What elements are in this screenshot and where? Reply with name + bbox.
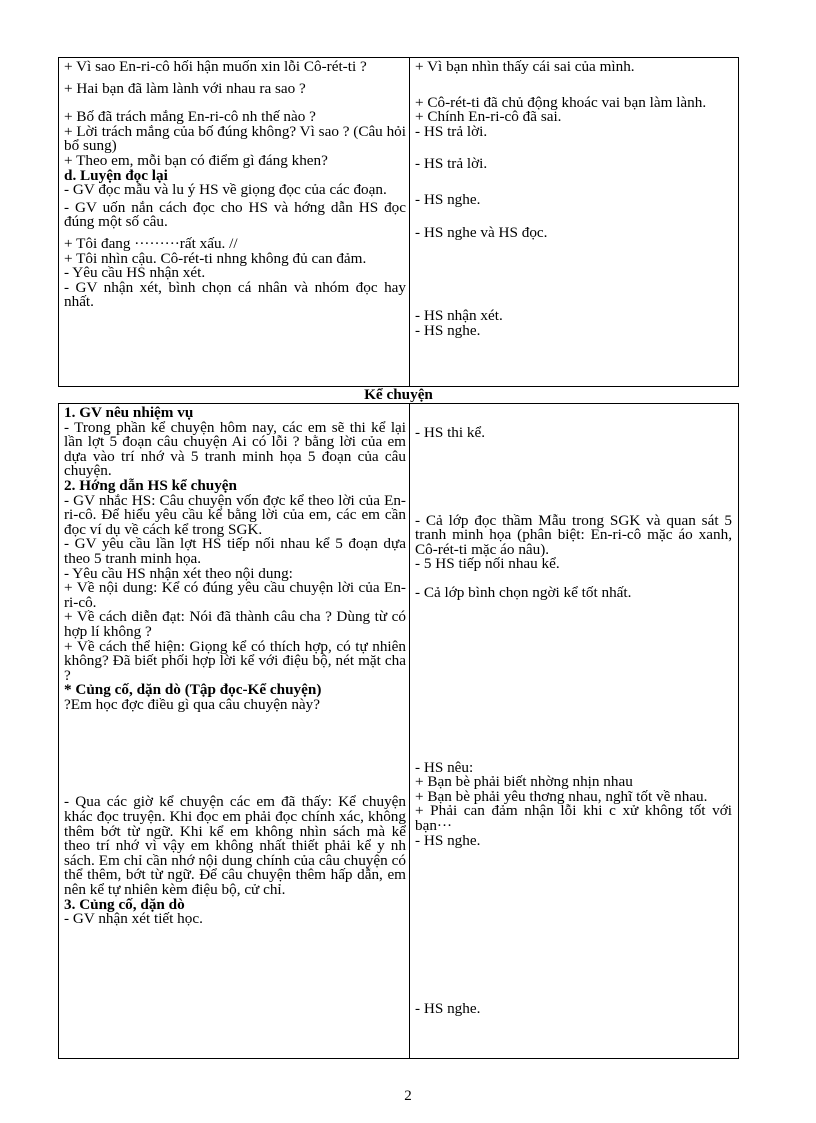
question-reconcile: + Hai bạn đã làm lành với nhau ra sao ? bbox=[64, 79, 306, 97]
answer-love: + Bạn bè phải yêu thơng nhau, nghĩ tốt về nhau. bbox=[415, 787, 708, 805]
comment-criteria: - Yêu cầu HS nhận xét theo nội dung: bbox=[64, 564, 293, 582]
answer-hs-reply-1: - HS trả lời. bbox=[415, 122, 488, 140]
criteria-performance: + Về cách thể hiện: Giọng kể có thích hợp, có tự nhiên không? Đã biết phối hợp lời kể với điệu bộ, nét mặt cha ? bbox=[64, 637, 406, 684]
answer-hs-comment: - HS nhận xét. bbox=[415, 307, 503, 325]
answer-hs-state: - HS nêu: bbox=[415, 758, 474, 776]
answer-hs-listen: - HS nghe. bbox=[415, 190, 481, 208]
ask-comment: - Yêu cầu HS nhận xét. bbox=[64, 264, 206, 282]
answer-five-hs: - 5 HS tiếp nối nhau kể. bbox=[415, 555, 560, 573]
heading-guide: 2. Hớng dẫn HS kể chuyện bbox=[64, 476, 237, 494]
teacher-model-reading: - GV đọc mẫu và lu ý HS về giọng đọc của các đoạn. bbox=[64, 181, 387, 199]
student-column bbox=[410, 404, 738, 1058]
teacher-reminder: - GV nhắc HS: Câu chuyện vốn đợc kể theo lời của En-ri-cô. Để hiểu yêu cầu kể bằng lời của em, các em cần đọc ví dụ về cách kể trong SGK. bbox=[64, 491, 406, 538]
page-number: 2 bbox=[404, 1088, 412, 1104]
answer-yield: + Bạn bè phải biết nhờng nhịn nhau bbox=[415, 773, 633, 791]
lesson-table-reading bbox=[58, 57, 739, 387]
question-lesson-learned: ?Em học đợc điều gì qua câu chuyện này? bbox=[64, 695, 320, 713]
answer-listen-read: - HS nghe và HS đọc. bbox=[415, 223, 548, 241]
sample-sentence-1: + Tôi đang ·········rất xấu. // bbox=[64, 234, 238, 252]
teacher-assign-retell: - GV yêu cầu lần lợt HS tiếp nối nhau kể 5 đoạn dựa theo 5 tranh minh họa. bbox=[64, 535, 406, 567]
answer-hs-listen-4: - HS nghe. bbox=[415, 1000, 481, 1018]
question-scold-right: + Lời trách mắng của bố đúng không? Vì sao ? (Câu hỏi bổ sung) bbox=[64, 122, 406, 155]
answer-reconcile: + Cô-rét-ti đã chủ động khoác vai bạn làm lành. bbox=[415, 93, 707, 111]
teacher-column bbox=[59, 404, 410, 1058]
heading-consolidate-2: 3. Củng cố, dặn dò bbox=[64, 895, 185, 913]
answer-courage: + Phải can đảm nhận lỗi khi c xử không tốt với bạn··· bbox=[415, 802, 732, 834]
answer-vote-best: - Cả lớp bình chọn ngời kể tốt nhất. bbox=[415, 583, 632, 601]
criteria-content: + Về nội dung: Kể có đúng yêu cầu chuyện lời của En-ri-cô. bbox=[64, 579, 406, 611]
teacher-close: - GV nhận xét tiết học. bbox=[64, 910, 203, 928]
teacher-guide-reading: - GV uốn nắn cách đọc cho HS và hớng dẫn HS đọc đúng một số câu. bbox=[64, 198, 406, 231]
answer-hs-listen-2: - HS nghe. bbox=[415, 321, 481, 339]
sample-sentence-2: + Tôi nhìn cậu. Cô-rét-ti nhng không đủ can đảm. bbox=[64, 249, 367, 267]
question-father-scold: + Bố đã trách mắng En-ri-cô nh thế nào ? bbox=[64, 108, 316, 126]
answer-hs-listen-3: - HS nghe. bbox=[415, 831, 481, 849]
answer-enrico-wrong: + Chính En-ri-cô đã sai. bbox=[415, 108, 562, 126]
teacher-evaluate: - GV nhận xét, bình chọn cá nhân và nhóm đọc hay nhất. bbox=[64, 278, 406, 311]
criteria-expression: + Về cách diễn đạt: Nói đã thành câu cha ? Dùng từ có hợp lí không ? bbox=[64, 608, 406, 640]
heading-reread: d. Luyện đọc lại bbox=[64, 166, 168, 184]
question-why-apologize: + Vì sao En-ri-cô hối hận muốn xin lỗi Cô-rét-ti ? bbox=[64, 58, 367, 75]
section-title-storytelling: Kể chuyện bbox=[364, 386, 433, 403]
question-praise: + Theo em, mỗi bạn có điểm gì đáng khen? bbox=[64, 151, 328, 169]
lesson-table-storytelling bbox=[58, 403, 739, 1059]
answer-see-mistake: + Vì bạn nhìn thấy cái sai của mình. bbox=[415, 58, 635, 75]
answer-hs-compete: - HS thi kể. bbox=[415, 424, 486, 441]
heading-task: 1. GV nêu nhiệm vụ bbox=[64, 404, 194, 421]
heading-consolidate-1: * Củng cố, dặn dò (Tập đọc-Kể chuyện) bbox=[64, 681, 322, 699]
teacher-summary: - Qua các giờ kể chuyện các em đã thấy: Kể chuyện khác đọc truyện. Khi đọc em phải đọc chính xác, không thêm bớt từ ngữ. Khi kể em không nhìn sách mà kể theo trí nhớ vì vậy em không nhất thiết phải kể y nh sách. Em chỉ cần nhớ nội dung chính của câu chuyện có thể thêm, bớt từ ngữ. Để câu chuyện thêm hấp dẫn, em nên kể tự nhiên kèm điệu bộ, cử chỉ. bbox=[64, 793, 406, 899]
answer-class-read: - Cả lớp đọc thầm Mẫu trong SGK và quan sát 5 tranh minh họa (phân biệt: En-ri-cô mặc áo xanh, Cô-rét-ti mặc áo nâu). bbox=[415, 511, 732, 558]
task-description: - Trong phần kể chuyện hôm nay, các em sẽ thi kể lại lần lợt 5 đoạn câu chuyện Ai có lỗi ? bằng lời của em dựa vào trí nhớ và 5 tranh minh họa 5 đoạn của câu chuyện. bbox=[64, 418, 406, 480]
student-column bbox=[410, 58, 738, 386]
teacher-column bbox=[59, 58, 410, 386]
answer-hs-reply-2: - HS trả lời. bbox=[415, 155, 488, 173]
